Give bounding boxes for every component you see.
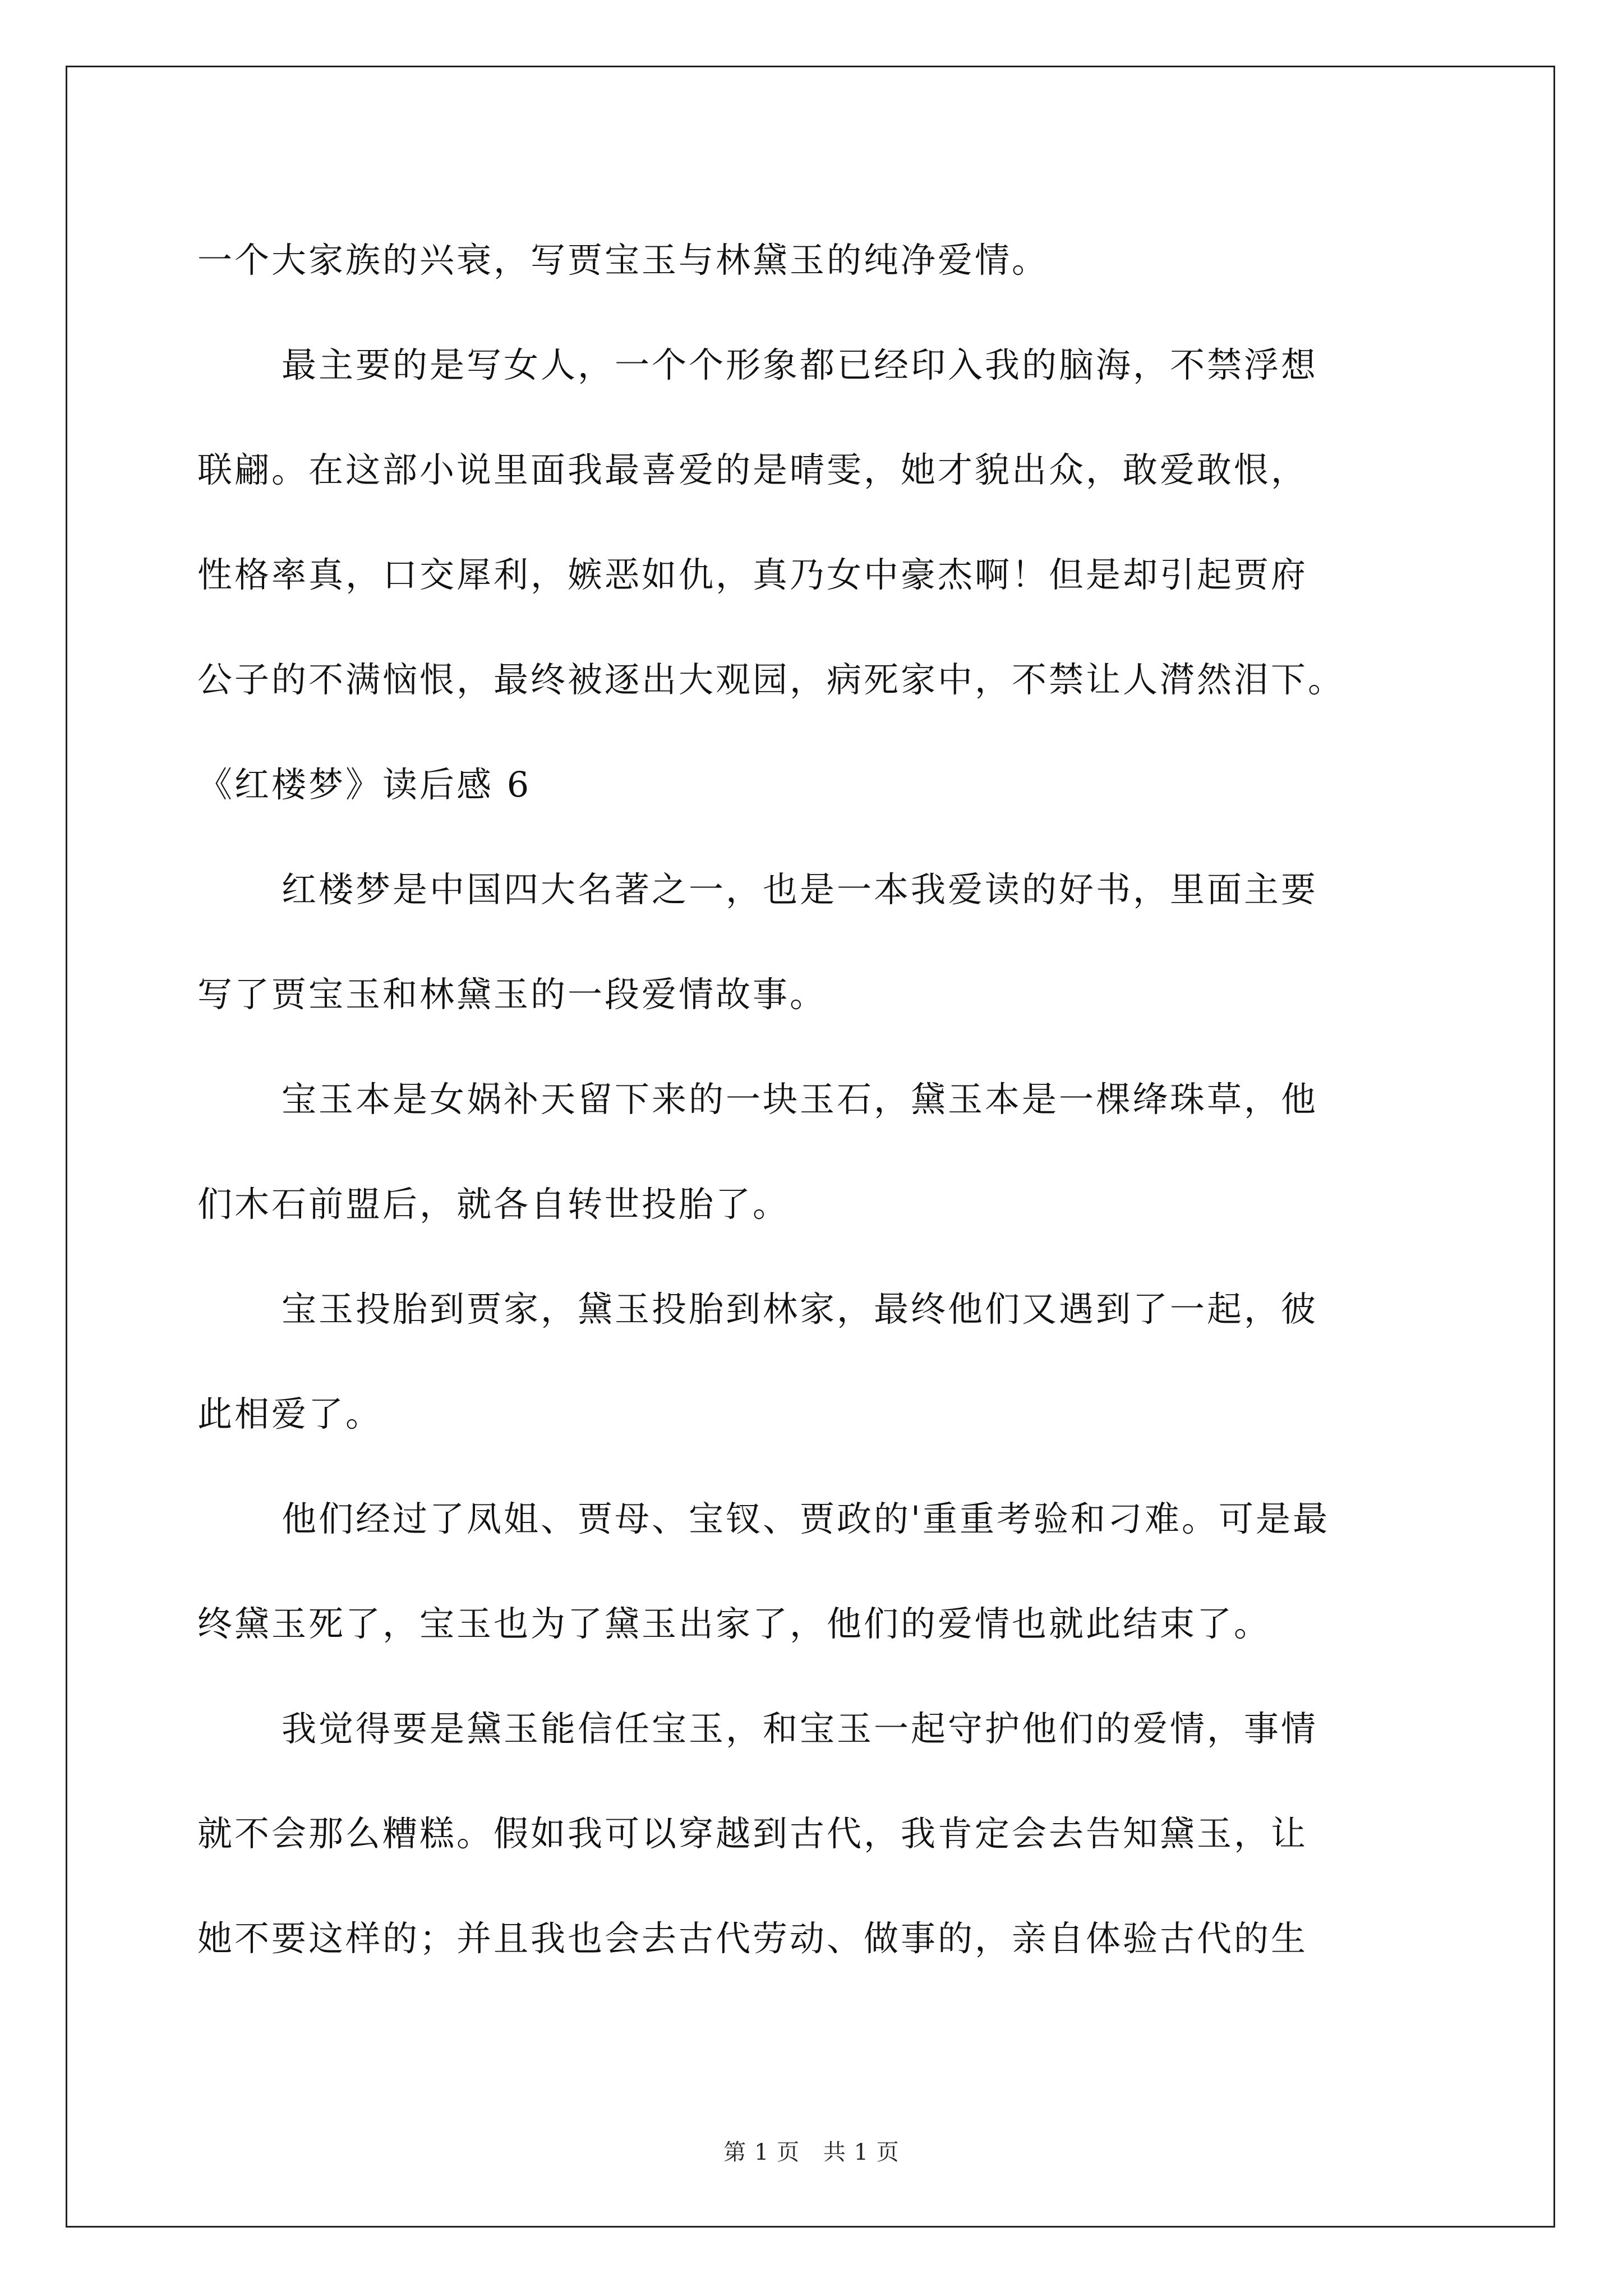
text-line: 性格率真，口交犀利，嫉恶如仇，真乃女中豪杰啊！但是却引起贾府 (197, 554, 1308, 595)
paragraph-start: 我觉得要是黛玉能信任宝玉，和宝玉一起守护他们的爱情，事情 (282, 1708, 1318, 1749)
text-line: 就不会那么糟糕。假如我可以穿越到古代，我肯定会去告知黛玉，让 (197, 1813, 1308, 1854)
text-line: 联翩。在这部小说里面我最喜爱的是晴雯，她才貌出众，敢爱敢恨， (197, 449, 1308, 490)
page-footer (0, 2134, 1623, 2166)
text-line: 一个大家族的兴衰，写贾宝玉与林黛玉的纯净爱情。 (197, 240, 1049, 280)
text-line: 她不要这样的；并且我也会去古代劳动、做事的，亲自体验古代的生 (197, 1918, 1308, 1959)
page-total: 共 1 页 (823, 2139, 900, 2165)
section-heading: 《红楼梦》读后感 6 (197, 764, 532, 805)
paragraph-start: 宝玉投胎到贾家，黛玉投胎到林家，最终他们又遇到了一起，彼 (282, 1289, 1318, 1329)
text-line: 们木石前盟后，就各自转世投胎了。 (197, 1184, 790, 1225)
text-line: 此相爱了。 (197, 1393, 383, 1434)
paragraph-start: 宝玉本是女娲补天留下来的一块玉石，黛玉本是一棵绛珠草，他 (282, 1079, 1318, 1120)
document-body (197, 208, 1437, 1991)
page-number: 第 1 页 (723, 2139, 800, 2165)
paragraph-start: 他们经过了凤姐、贾母、宝钗、贾政的'重重考验和刁难。可是最 (282, 1498, 1330, 1539)
text-line: 写了贾宝玉和林黛玉的一段爱情故事。 (197, 974, 827, 1015)
text-line: 公子的不满恼恨，最终被逐出大观园，病死家中，不禁让人潸然泪下。 (197, 659, 1345, 700)
paragraph-start: 最主要的是写女人，一个个形象都已经印入我的脑海，不禁浮想 (282, 344, 1318, 385)
paragraph-start: 红楼梦是中国四大名著之一，也是一本我爱读的好书，里面主要 (282, 869, 1318, 910)
text-line: 终黛玉死了，宝玉也为了黛玉出家了，他们的爱情也就此结束了。 (197, 1603, 1271, 1644)
